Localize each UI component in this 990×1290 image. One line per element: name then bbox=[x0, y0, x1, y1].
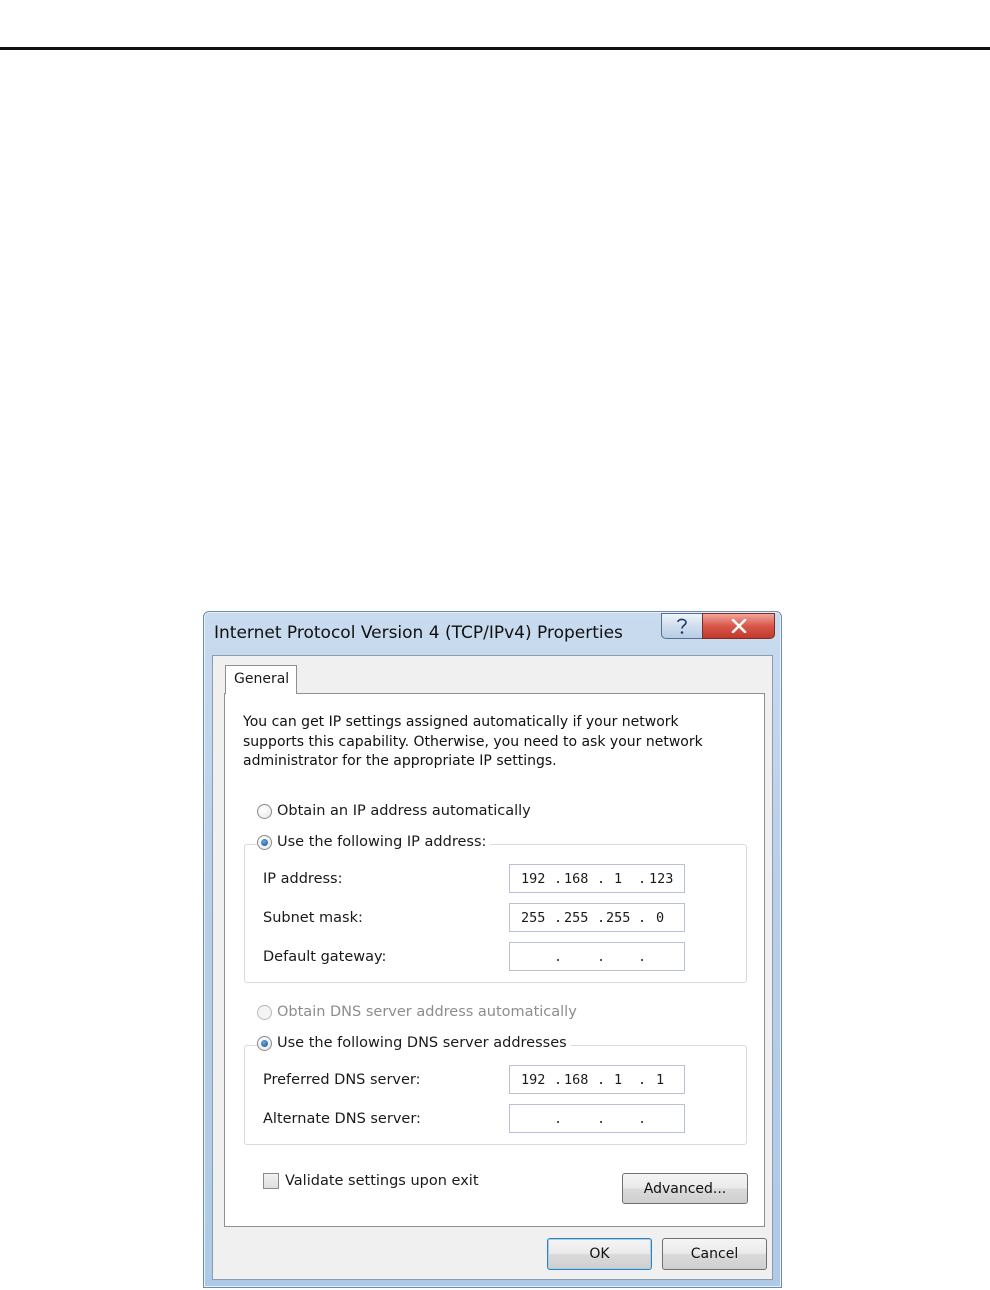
subnet-mask-label: Subnet mask: bbox=[263, 910, 363, 926]
general-tab-panel bbox=[224, 693, 765, 1227]
use-following-dns-radio[interactable] bbox=[257, 1036, 272, 1051]
ipv4-properties-dialog bbox=[203, 611, 782, 1288]
validate-settings-checkbox[interactable] bbox=[263, 1173, 279, 1189]
obtain-ip-auto-radio[interactable] bbox=[257, 804, 272, 819]
obtain-ip-auto-label: Obtain an IP address automatically bbox=[277, 803, 531, 819]
close-icon bbox=[731, 619, 747, 633]
ip-address-label: IP address: bbox=[263, 871, 343, 887]
advanced-button[interactable]: Advanced... bbox=[622, 1173, 748, 1204]
preferred-dns-field[interactable]: 192 . 168 . 1 . 1 bbox=[509, 1065, 685, 1094]
subnet-mask-field[interactable]: 255 . 255 . 255 . 0 bbox=[509, 903, 685, 932]
alternate-dns-field[interactable]: . . . bbox=[509, 1104, 685, 1133]
default-gateway-label: Default gateway: bbox=[263, 949, 387, 965]
close-button[interactable] bbox=[702, 613, 775, 639]
use-following-dns-label: Use the following DNS server addresses bbox=[277, 1035, 567, 1051]
dialog-client-area bbox=[212, 655, 773, 1280]
title-bar[interactable] bbox=[204, 612, 781, 654]
intro-text: You can get IP settings assigned automatically if your network supports this capability. Otherwise, you need to ask your network administrator for the appropriate IP settings. bbox=[243, 714, 703, 769]
page-top-rule bbox=[0, 47, 990, 50]
ip-address-field[interactable]: 192 . 168 . 1 . 123 bbox=[509, 864, 685, 893]
use-following-dns-option[interactable] bbox=[257, 1035, 571, 1051]
help-button[interactable] bbox=[661, 613, 703, 639]
dialog-title: Internet Protocol Version 4 (TCP/IPv4) Properties bbox=[214, 623, 623, 643]
use-following-ip-option[interactable] bbox=[257, 834, 490, 850]
cancel-button[interactable]: Cancel bbox=[662, 1238, 767, 1270]
obtain-ip-auto-option[interactable] bbox=[257, 803, 531, 819]
validate-settings-option[interactable] bbox=[263, 1173, 479, 1189]
ok-button[interactable]: OK bbox=[547, 1238, 652, 1270]
obtain-dns-auto-radio bbox=[257, 1005, 272, 1020]
default-gateway-field[interactable]: . . . bbox=[509, 942, 685, 971]
preferred-dns-label: Preferred DNS server: bbox=[263, 1072, 421, 1088]
alternate-dns-label: Alternate DNS server: bbox=[263, 1111, 421, 1127]
use-following-ip-label: Use the following IP address: bbox=[277, 834, 487, 850]
tab-general[interactable]: General bbox=[225, 665, 297, 694]
question-mark-icon bbox=[674, 616, 690, 636]
use-following-ip-radio[interactable] bbox=[257, 835, 272, 850]
validate-settings-label: Validate settings upon exit bbox=[285, 1173, 479, 1189]
obtain-dns-auto-label: Obtain DNS server address automatically bbox=[277, 1004, 577, 1020]
obtain-dns-auto-option bbox=[257, 1004, 577, 1020]
